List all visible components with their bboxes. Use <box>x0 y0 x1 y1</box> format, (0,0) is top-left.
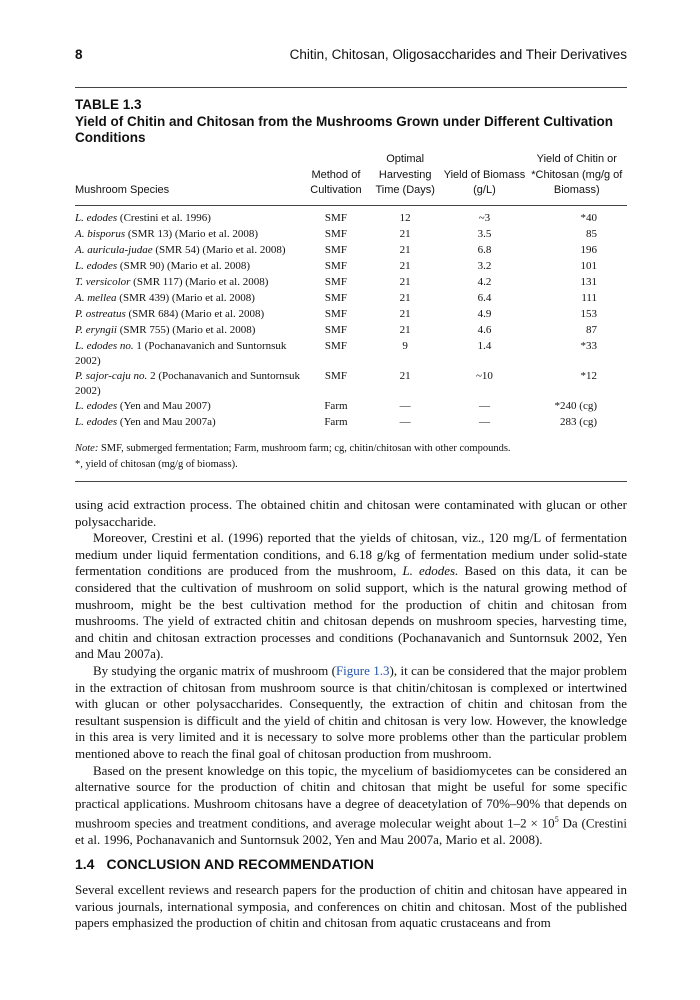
biomass-cell: 4.6 <box>477 323 492 336</box>
biomass-cell: 3.5 <box>477 227 492 240</box>
yield-cell: *40 <box>580 211 597 224</box>
method-cell: SMF <box>324 227 347 240</box>
data-table <box>75 152 627 431</box>
table-title: Yield of Chitin and Chitosan from the Mushrooms Grown under Different Cultivation Conditions <box>75 113 614 145</box>
yield-cell: *33 <box>580 339 597 352</box>
method-cell: SMF <box>324 291 347 304</box>
time-cell: 21 <box>399 243 411 256</box>
page-number: 8 <box>75 47 83 62</box>
paragraph: Several excellent reviews and research papers for the production of chitin and chitosan have appeared in various journals, international symposia, and conferences on chitin and chitosan. Most of the published papers emphasized the production of chitin and chitosan from aquatic crustaceans and from <box>75 882 627 931</box>
yield-cell: 111 <box>581 291 597 304</box>
biomass-cell: 6.4 <box>477 291 492 304</box>
yield-cell: 283 (cg) <box>560 415 597 428</box>
time-cell: 12 <box>399 211 411 224</box>
species-cell: L. edodes (Yen and Mau 2007a) <box>75 415 216 428</box>
time-cell: 21 <box>399 323 411 336</box>
table-row <box>75 227 627 243</box>
data-table-container <box>75 152 627 431</box>
yield-cell: 85 <box>586 227 597 240</box>
note-line-2: *, yield of chitosan (mg/g of biomass). <box>75 458 238 470</box>
column-header: Yield of Biomass (g/L) <box>442 152 526 205</box>
column-header: Yield of Chitin or *Chitosan (mg/g of Biomass) <box>527 152 627 205</box>
biomass-cell: — <box>478 415 490 428</box>
column-header: Mushroom Species <box>75 152 304 205</box>
paragraph: using acid extraction process. The obtained chitin and chitosan were contaminated with glucan or other polysaccharide. <box>75 497 627 529</box>
table-label: TABLE 1.3 <box>75 97 142 112</box>
body-text-conclusion <box>75 882 627 932</box>
running-title: Chitin, Chitosan, Oligosaccharides and Their Derivatives <box>289 47 627 62</box>
yield-cell: *240 (cg) <box>554 399 597 412</box>
method-cell: SMF <box>324 323 347 336</box>
section-heading <box>75 856 627 872</box>
time-cell: 21 <box>399 227 411 240</box>
species-cell: P. sajor-caju no. 2 (Pochanavanich and Suntornsuk 2002) <box>75 369 301 397</box>
note-text: SMF, submerged fermentation; Farm, mushroom farm; cg, chitin/chitosan with other compounds. <box>98 443 511 454</box>
method-cell: SMF <box>324 243 347 256</box>
running-head <box>75 47 627 67</box>
species-cell: T. versicolor (SMR 117) (Mario et al. 2008) <box>75 275 269 288</box>
body-text <box>75 497 627 849</box>
paragraph: Moreover, Crestini et al. (1996) reported that the yields of chitosan, viz., 120 mg/L of fermentation medium under liquid fermentation conditions, and 6.18 g/kg of fermentation medium under solid-state fermentation conditions are produced from the mushroom, L. edodes. Based on this data, it can be considered that the cultivation of mushroom on solid support, which is the natural growing method of mushroom, might be the best cultivation method for the production of chitin and chitosan from mushrooms. The yield of extracted chitin and chitosan depends on mushroom species, harvesting time, and chitin and chitosan extraction processes and conditions (Pochanavanich and Suntornsuk 2002, Yen and Mau 2007a). <box>75 530 627 662</box>
method-cell: SMF <box>324 307 347 320</box>
method-cell: SMF <box>324 259 347 272</box>
table-row <box>75 205 627 227</box>
species-cell: L. edodes no. 1 (Pochanavanich and Suntornsuk 2002) <box>75 339 287 367</box>
paragraph: Based on the present knowledge on this topic, the mycelium of basidiomycetes can be considered an alternative source for the production of chitin and chitosan that might be useful for some specific practical applications. Mushroom chitosans have a degree of deacetylation of 70%–90% that depends on mushroom species and treatment conditions, and average molecular weight about $1-2 \times 10^5$ Da (Crestini et al. 1996, Pochanavanich and Suntornsuk 2002, Yen and Mau 2007a, Mario et al. 2008). <box>75 762 628 848</box>
table-row <box>75 399 627 415</box>
species-cell: P. eryngii (SMR 755) (Mario et al. 2008) <box>75 323 256 336</box>
time-cell: 21 <box>399 275 411 288</box>
time-cell: 21 <box>399 291 411 304</box>
species-cell: A. bisporus (SMR 13) (Mario et al. 2008) <box>75 227 259 240</box>
column-header: Optimal Harvesting Time (Days) <box>368 152 442 205</box>
biomass-cell: ~3 <box>478 211 491 224</box>
method-cell: Farm <box>324 415 348 428</box>
time-cell: 9 <box>402 339 408 352</box>
table-header-row <box>75 152 627 205</box>
yield-cell: 153 <box>580 307 597 320</box>
biomass-cell: 4.9 <box>477 307 492 320</box>
time-cell: — <box>399 415 411 428</box>
table-row <box>75 275 627 291</box>
bottom-rule <box>75 481 627 482</box>
species-cell: A. mellea (SMR 439) (Mario et al. 2008) <box>75 291 255 304</box>
yield-cell: 131 <box>580 275 597 288</box>
table-caption <box>75 97 627 147</box>
table-row <box>75 291 627 307</box>
yield-cell: 87 <box>586 323 597 336</box>
species-cell: L. edodes (Yen and Mau 2007) <box>75 399 211 412</box>
species-cell: L. edodes (Crestini et al. 1996) <box>75 211 211 224</box>
biomass-cell: 3.2 <box>477 259 492 272</box>
yield-cell: 196 <box>580 243 597 256</box>
method-cell: SMF <box>324 211 347 224</box>
biomass-cell: 6.8 <box>477 243 492 256</box>
table-row <box>75 259 627 275</box>
table-row <box>75 415 627 431</box>
method-cell: SMF <box>324 339 347 352</box>
table-note <box>75 441 627 472</box>
species-cell: A. auricula-judae (SMR 54) (Mario et al. 2008) <box>75 243 286 256</box>
section-number: 1.4 <box>75 856 95 872</box>
table-row <box>75 339 627 369</box>
time-cell: — <box>399 399 411 412</box>
biomass-cell: 4.2 <box>477 275 492 288</box>
biomass-cell: ~10 <box>475 369 493 382</box>
method-cell: SMF <box>324 369 347 382</box>
paragraph: By studying the organic matrix of mushroom (Figure 1.3), it can be considered that the major problem in the extraction of chitosan from mushroom source is that chitin/chitosan is complexed or intertwined with glucan or other polysaccharides. Consequently, the extraction of chitin and chitosan from the resultant suspension is difficult and the yield of chitin and chitosan is very low. However, the knowledge in this area is very limited and it is necessary to solve more problems other than the particular problem mentioned above to reach the final goal of chitosan production from mushroom. <box>75 662 627 761</box>
column-header: Method of Cultivation <box>304 152 368 205</box>
table-row <box>75 307 627 323</box>
biomass-cell: — <box>478 399 490 412</box>
time-cell: 21 <box>399 259 411 272</box>
yield-cell: 101 <box>580 259 597 272</box>
method-cell: SMF <box>324 275 347 288</box>
yield-cell: *12 <box>580 369 597 382</box>
time-cell: 21 <box>399 307 411 320</box>
table-row <box>75 323 627 339</box>
time-cell: 21 <box>399 369 411 382</box>
table-body <box>75 205 627 431</box>
method-cell: Farm <box>324 399 348 412</box>
note-label: Note: <box>75 443 99 454</box>
top-rule <box>75 87 627 88</box>
species-cell: P. ostreatus (SMR 684) (Mario et al. 2008) <box>75 307 265 320</box>
section-title: CONCLUSION AND RECOMMENDATION <box>106 856 375 872</box>
table-row <box>75 369 627 399</box>
species-cell: L. edodes (SMR 90) (Mario et al. 2008) <box>75 259 251 272</box>
table-row <box>75 243 627 259</box>
biomass-cell: 1.4 <box>477 339 492 352</box>
figure-link[interactable]: Figure 1.3 <box>335 662 390 678</box>
